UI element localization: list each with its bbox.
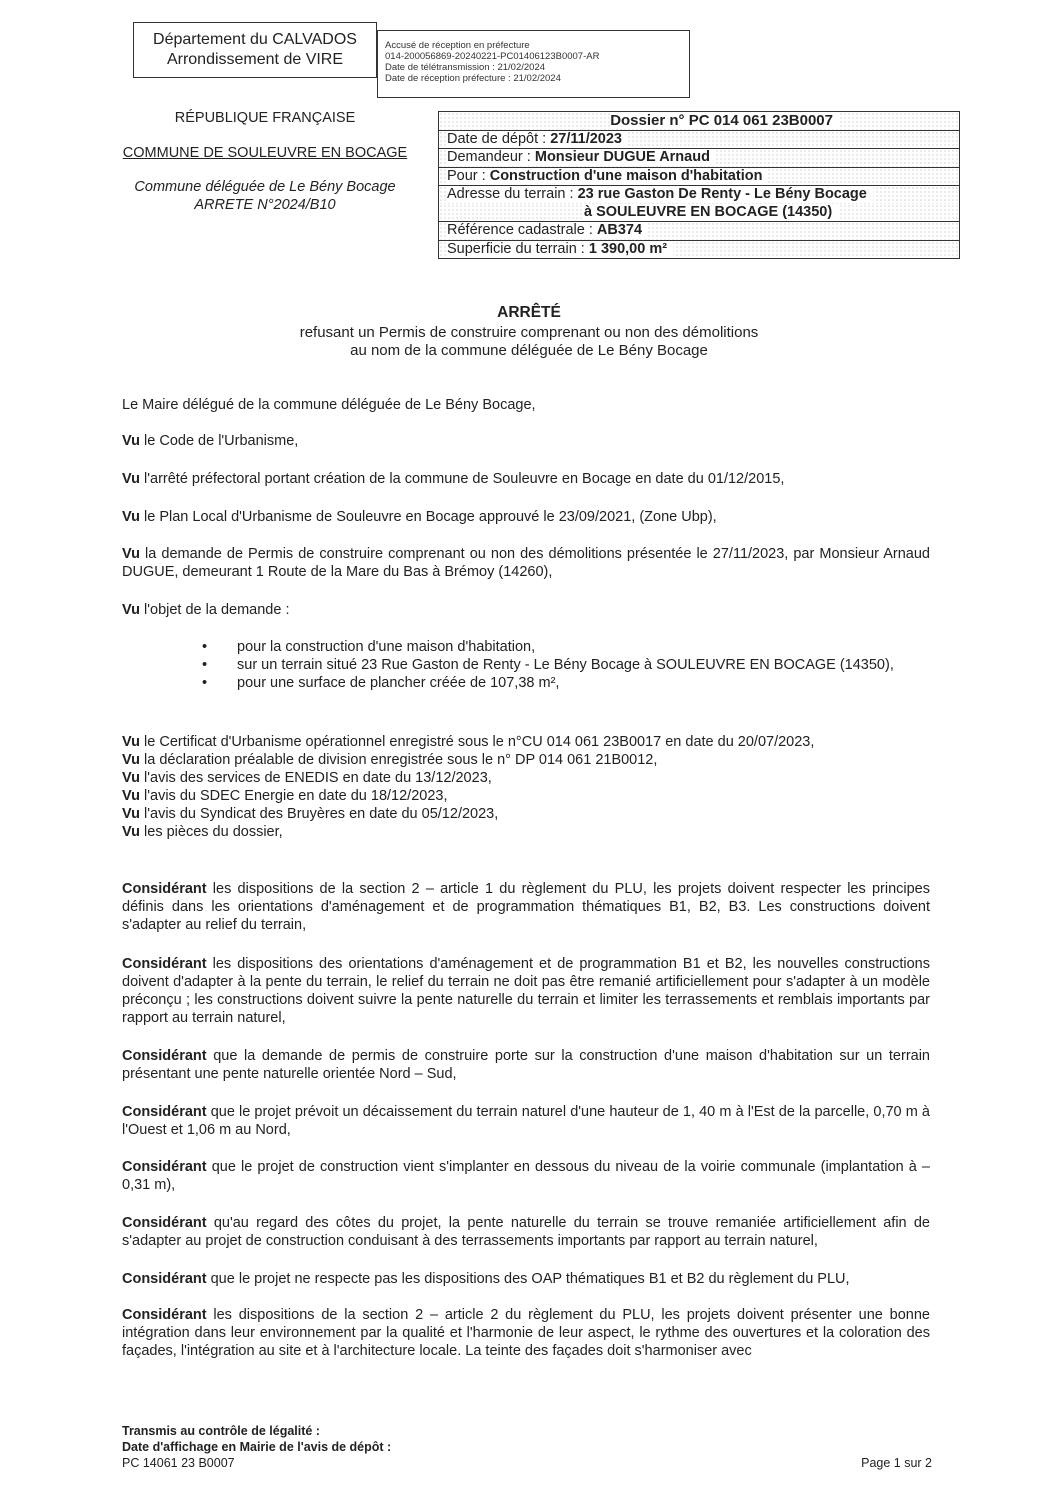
arrondissement-name: Arrondissement de VIRE — [166, 51, 344, 68]
vu-code-urbanisme — [122, 432, 930, 450]
vu-demande — [122, 545, 930, 581]
list-item: • pour la construction d'une maison d'habitation, — [202, 638, 902, 656]
vu-text: le Code de l'Urbanisme, — [140, 433, 299, 449]
vu-text: l'avis du Syndicat des Bruyères en date du 05/12/2023, — [140, 806, 499, 822]
adresse-value: 23 rue Gaston De Renty - Le Bény Bocage — [577, 186, 867, 202]
vu-declaration — [122, 751, 930, 769]
vu-keyword: Vu — [122, 788, 140, 804]
considerant-text: les dispositions de la section 2 – article 1 du règlement du PLU, les projets doivent respecter les principes définis dans les orientations d'aménagement et de programmation thématiques B1, B2, B3. Les constructions doivent s'adapter au relief du terrain, — [122, 881, 930, 933]
adresse-label: Adresse du terrain : — [447, 186, 574, 202]
dossier-row-adresse — [439, 186, 959, 204]
considerant-keyword: Considérant — [122, 1048, 207, 1064]
considerant-keyword: Considérant — [122, 956, 207, 972]
considerant-text: les dispositions de la section 2 – article 2 du règlement du PLU, les projets doivent présenter une bonne intégration dans leur environnement par la qualité et l'harmonie de leur aspect, le rythme des ouvertures et la coloration des façades, l'intégration au site et à l'architecture locale. La teinte des façades doit s'harmoniser avec — [122, 1307, 930, 1359]
commune-label: COMMUNE DE SOULEUVRE EN BOCAGE — [122, 145, 408, 161]
accuse-reception-box — [377, 30, 690, 98]
vu-syndicat — [122, 805, 930, 823]
vu-keyword: Vu — [122, 770, 140, 786]
vu-list — [122, 733, 930, 841]
footer-reference: PC 14061 23 B0007 — [122, 1456, 235, 1470]
accuse-line: 014-200056869-20240221-PC01406123B0007-AR — [385, 51, 600, 62]
vu-text: la déclaration préalable de division enregistrée sous le n° DP 014 061 21B0012, — [140, 752, 658, 768]
considerant-keyword: Considérant — [122, 1104, 207, 1120]
accuse-line: Date de télétransmission : 21/02/2024 — [385, 62, 546, 73]
vu-text: l'avis du SDEC Energie en date du 18/12/2023, — [140, 788, 448, 804]
department-box — [133, 22, 377, 78]
considerant-text: que le projet de construction vient s'implanter en dessous du niveau de la voirie communale (implantation à – 0,31 m), — [122, 1159, 930, 1193]
vu-text: le Certificat d'Urbanisme opérationnel enregistré sous le n°CU 014 061 23B0017 en date du 20/07/2023, — [140, 734, 815, 750]
vu-keyword: Vu — [122, 509, 140, 525]
considerant-6 — [122, 1214, 930, 1250]
considerant-5 — [122, 1158, 930, 1194]
accuse-line: Date de réception préfecture : 21/02/2024 — [385, 73, 561, 84]
demandeur-value: Monsieur DUGUE Arnaud — [534, 149, 710, 165]
considerant-text: les dispositions des orientations d'aménagement et de programmation B1 et B2, les nouvelles constructions doivent d'adapter à la pente du terrain, le relief du terrain ne doit pas être remanié artificiellement pour s'adapter à un modèle préconçu ; les constructions doivent suivre la pente naturelle du terrain et limiter les terrassements et remblais importants par rapport au terrain naturel, — [122, 956, 930, 1026]
republique-label: RÉPUBLIQUE FRANÇAISE — [174, 110, 356, 126]
superficie-value: 1 390,00 m² — [588, 240, 668, 257]
arrete-number: ARRETE N°2024/B10 — [194, 197, 336, 213]
vu-text: les pièces du dossier, — [140, 824, 283, 840]
considerant-keyword: Considérant — [122, 881, 207, 897]
dossier-table — [438, 111, 960, 259]
accuse-line: Accusé de réception en préfecture — [385, 40, 530, 51]
adresse-value-2: à SOULEUVRE EN BOCAGE (14350) — [584, 204, 838, 220]
vu-keyword: Vu — [122, 752, 140, 768]
list-item: • pour une surface de plancher créée de 107,38 m², — [202, 674, 902, 692]
considerant-2 — [122, 955, 930, 1027]
department-name: Département du CALVADOS — [153, 31, 357, 48]
considerant-text: qu'au regard des côtes du projet, la pente naturelle du terrain se trouve remaniée artificiellement afin de s'adapter au projet de construction conduisant à des terrassements importants par rapport au terrain naturel, — [122, 1215, 930, 1249]
vu-certificat — [122, 733, 930, 751]
page-footer — [122, 1423, 932, 1471]
vu-keyword: Vu — [122, 433, 140, 449]
considerant-4 — [122, 1103, 930, 1139]
arrete-subtitle-1: refusant un Permis de construire comprenant ou non des démolitions — [299, 324, 759, 341]
vu-arrete-prefectoral — [122, 470, 930, 488]
arrete-heading: ARRÊTÉ — [497, 304, 561, 321]
considerant-text: que la demande de permis de construire porte sur la construction d'une maison d'habitation sur un terrain présentant une pente naturelle orientée Nord – Sud, — [122, 1048, 930, 1082]
dossier-row-pour — [439, 168, 959, 187]
left-header — [100, 110, 430, 214]
vu-keyword: Vu — [122, 824, 140, 840]
considerant-3 — [122, 1047, 930, 1083]
considerant-keyword: Considérant — [122, 1159, 207, 1175]
vu-objet — [122, 601, 930, 619]
dossier-row-depot — [439, 131, 959, 150]
dossier-row-adresse-2 — [439, 204, 959, 223]
arrete-subtitle-2: au nom de la commune déléguée de Le Bény Bocage — [350, 342, 708, 359]
considerant-keyword: Considérant — [122, 1307, 207, 1323]
affichage-label: Date d'affichage en Mairie de l'avis de dépôt : — [122, 1440, 392, 1454]
vu-enedis — [122, 769, 930, 787]
vu-plu — [122, 508, 930, 526]
dossier-row-demandeur — [439, 149, 959, 168]
vu-keyword: Vu — [122, 806, 140, 822]
objet-list — [202, 638, 902, 692]
dossier-title-row — [439, 112, 959, 131]
considerant-keyword: Considérant — [122, 1271, 207, 1287]
vu-text: l'avis des services de ENEDIS en date du 13/12/2023, — [140, 770, 492, 786]
superficie-label: Superficie du terrain : — [447, 240, 585, 257]
depot-value: 27/11/2023 — [550, 130, 622, 147]
considerant-text: que le projet ne respecte pas les dispositions des OAP thématiques B1 et B2 du règlement du PLU, — [206, 1271, 850, 1287]
vu-sdec — [122, 787, 930, 805]
commune-deleguee: Commune déléguée de Le Bény Bocage — [134, 179, 396, 195]
demandeur-label: Demandeur : — [447, 149, 531, 165]
vu-keyword: Vu — [122, 471, 140, 487]
considerant-keyword: Considérant — [122, 1215, 207, 1231]
page-number: Page 1 sur 2 — [861, 1456, 932, 1470]
dossier-row-cadastre — [439, 222, 959, 241]
considerant-8 — [122, 1306, 930, 1360]
vu-keyword: Vu — [122, 734, 140, 750]
considerant-text: que le projet prévoit un décaissement du terrain naturel d'une hauteur de 1, 40 m à l'Est de la parcelle, 0,70 m à l'Ouest et 1,06 m au Nord, — [122, 1104, 930, 1138]
dossier-row-superficie — [439, 241, 959, 259]
arrete-title — [0, 304, 1058, 360]
vu-text: l'arrêté préfectoral portant création de la commune de Souleuvre en Bocage en date du 01/12/2015, — [140, 471, 785, 487]
vu-text: le Plan Local d'Urbanisme de Souleuvre en Bocage approuvé le 23/09/2021, (Zone Ubp), — [140, 509, 717, 525]
depot-label: Date de dépôt : — [447, 130, 547, 147]
vu-keyword: Vu — [122, 602, 140, 618]
vu-text: l'objet de la demande : — [140, 602, 290, 618]
cadastre-label: Référence cadastrale : — [447, 222, 593, 238]
list-item: • sur un terrain situé 23 Rue Gaston de Renty - Le Bény Bocage à SOULEUVRE EN BOCAGE (14350), — [202, 656, 902, 674]
dossier-number: Dossier n° PC 014 061 23B0007 — [610, 112, 839, 129]
vu-keyword: Vu — [122, 546, 140, 562]
considerant-7 — [122, 1270, 930, 1288]
pour-label: Pour : — [447, 167, 486, 184]
vu-pieces — [122, 823, 930, 841]
cadastre-value: AB374 — [596, 222, 643, 238]
pour-value: Construction d'une maison d'habitation — [489, 167, 763, 184]
considerant-1 — [122, 880, 930, 934]
vu-text: la demande de Permis de construire comprenant ou non des démolitions présentée le 27/11/2023, par Monsieur Arnaud DUGUE, demeurant 1 Route de la Mare du Bas à Brémoy (14260), — [122, 546, 930, 580]
maire-line: Le Maire délégué de la commune déléguée de Le Bény Bocage, — [122, 397, 536, 413]
transmis-label: Transmis au contrôle de légalité : — [122, 1424, 320, 1438]
